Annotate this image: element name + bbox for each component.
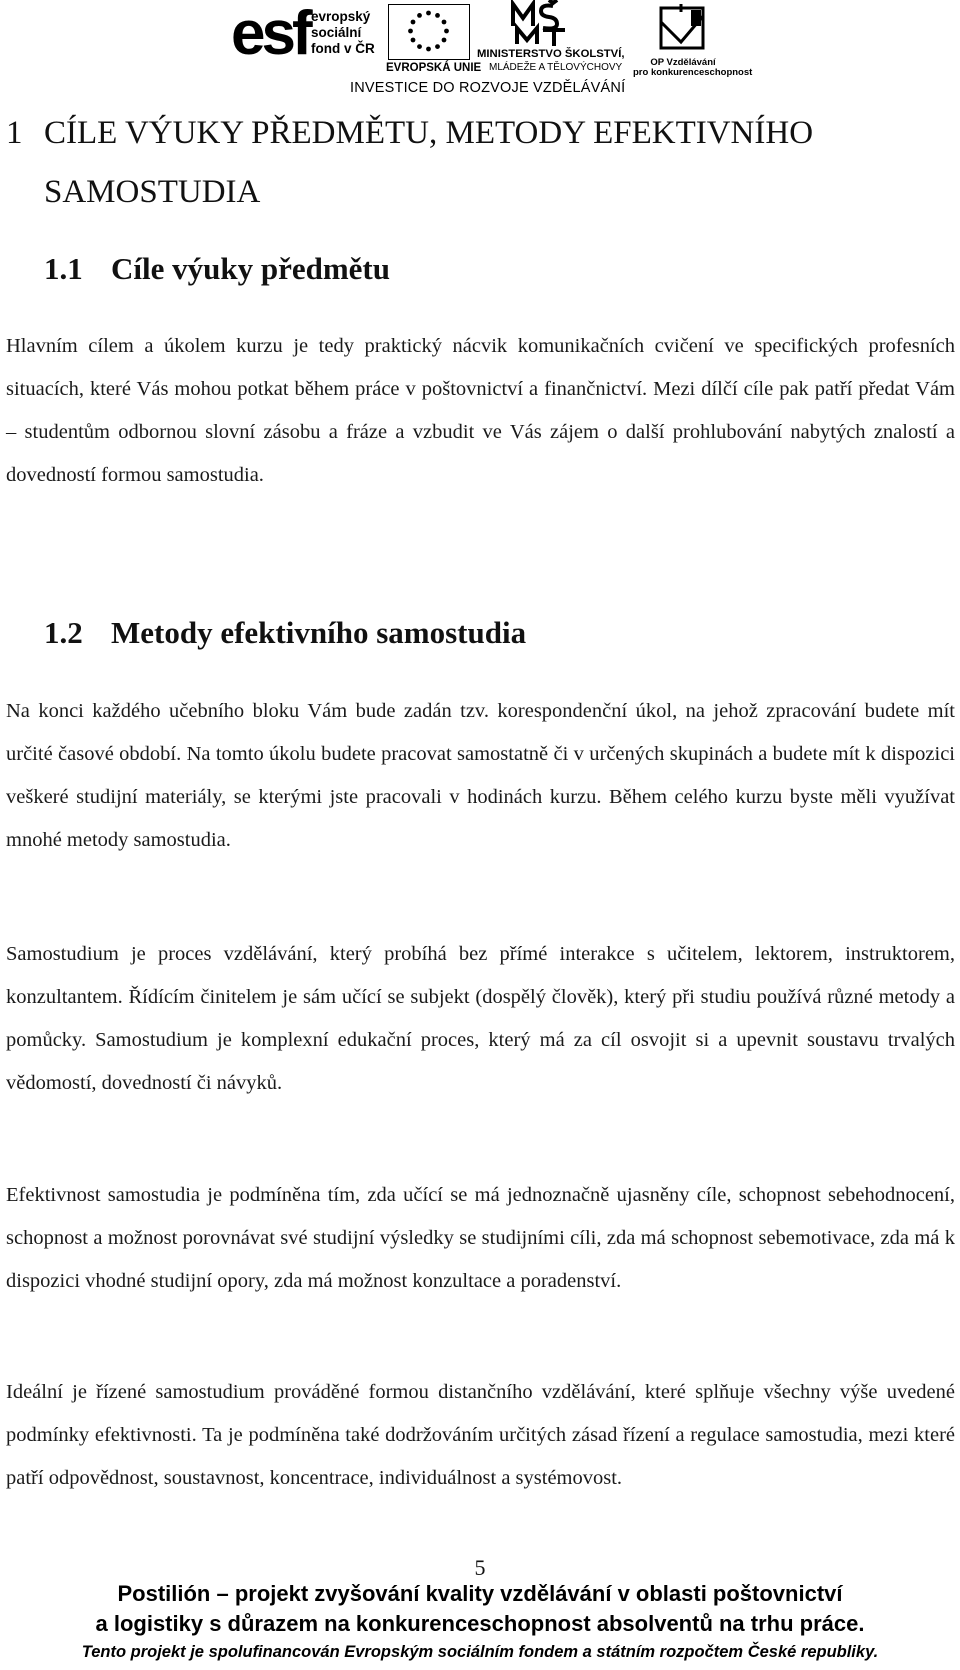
- section-2-number: 1.2: [44, 615, 83, 650]
- footer-line-3: Tento projekt je spolufinancován Evropským sociálním fondem a státním rozpočtem České republiky.: [81, 1643, 879, 1661]
- op-logo-icon: [633, 2, 733, 56]
- esf-logo-text-3: fond v ČR: [311, 41, 375, 56]
- eu-logo-label: EVROPSKÁ UNIE: [386, 62, 482, 74]
- footer-line-1: Postilión – projekt zvyšování kvality vzdělávání v oblasti poštovnictví: [117, 1581, 843, 1606]
- section-2-paragraph-2: Samostudium je proces vzdělávání, který probíhá bez přímé interakce s učitelem, lektorem, instruktorem, konzultantem. Řídícím činitelem je sám učící se subjekt (dospělý člověk), který při studiu používá různé metody a pomůcky. Samostudium je komplexní edukační proces, který má za cíl osvojit si a upevnit soustavu trvalých vědomostí, dovedností či návyků.: [6, 943, 955, 1094]
- logo-band: [0, 0, 960, 100]
- eu-stars-icon: [388, 4, 470, 60]
- section-2-title: Metody efektivního samostudia: [111, 615, 527, 650]
- op-logo-label-1: OP Vzdělávání: [650, 57, 716, 68]
- section-2-paragraph-4: Ideální je řízené samostudium prováděné formou distančního vzdělávání, které splňuje všechny výše uvedené podmínky efektivnosti. Ta je podmíněna také dodržováním určitých zásad řízení a regulace samostudia, mezi které patří odpovědnost, soustavnost, koncentrace, individuálnost a systémovost.: [6, 1381, 955, 1489]
- msmt-logo-label: MINISTERSTVO ŠKOLSTVÍ,: [477, 48, 625, 60]
- msmt-monogram-icon: [477, 0, 627, 46]
- msmt-logo-label-2: MLÁDEŽE A TĚLOVÝCHOVY: [489, 62, 623, 73]
- section-1-paragraph: Hlavním cílem a úkolem kurzu je tedy praktický nácvik komunikačních cvičení ve specifických profesních situacích, které Vás mohou potkat během práce v poštovnictví a finančnictví. Mezi dílčí cíle pak patří předat Vám – studentům odbornou slovní zásobu a fráze a vzbudit ve Vás zájem o další prohlubování nabytých znalostí a dovedností formou samostudia.: [6, 335, 955, 486]
- section-2-paragraph-3: Efektivnost samostudia je podmíněna tím, zda učící se má jednoznačně ujasněny cíle, schopnost sebehodnocení, schopnost a možnost porovnávat své studijní výsledky se studijními cíli, zda má schopnost sebemotivace, zda má k dispozici vhodné studijní opory, zda má možnost konzultace a poradenství.: [6, 1184, 955, 1292]
- footer-line-2: a logistiky s důrazem na konkurenceschopnost absolventů na trhu práce.: [95, 1611, 865, 1636]
- chapter-number: 1: [6, 115, 23, 151]
- page-number: 5: [474, 1555, 486, 1580]
- investice-tagline: INVESTICE DO ROZVOJE VZDĚLÁVÁNÍ: [350, 80, 626, 96]
- esf-logo-letters: esf: [231, 0, 309, 68]
- op-logo-label-2: pro konkurenceschopnost: [633, 67, 753, 78]
- msmt-logo: [477, 0, 627, 76]
- section-2-paragraph-1: Na konci každého učebního bloku Vám bude zadán tzv. korespondenční úkol, na jehož zpracování budete mít určité časové období. Na tomto úkolu budete pracovat samostatně či v určených skupinách a budete mít k dispozici veškeré studijní materiály, se kterými jste pracovali v hodinách kurzu. Během celého kurzu byste měli využívat mnohé metody samostudia.: [6, 700, 955, 851]
- op-vzdelavani-logo: [633, 2, 753, 78]
- esf-logo-text-2: sociální: [311, 25, 362, 40]
- chapter-title-line-1: CÍLE VÝUKY PŘEDMĚTU, METODY EFEKTIVNÍHO: [44, 115, 814, 151]
- esf-logo: [231, 0, 379, 76]
- section-1-number: 1.1: [44, 251, 83, 286]
- esf-logo-text-1: evropský: [311, 9, 371, 24]
- section-1-title: Cíle výuky předmětu: [111, 251, 390, 286]
- chapter-title-line-2: SAMOSTUDIA: [44, 174, 261, 210]
- eu-flag-logo: [386, 2, 482, 76]
